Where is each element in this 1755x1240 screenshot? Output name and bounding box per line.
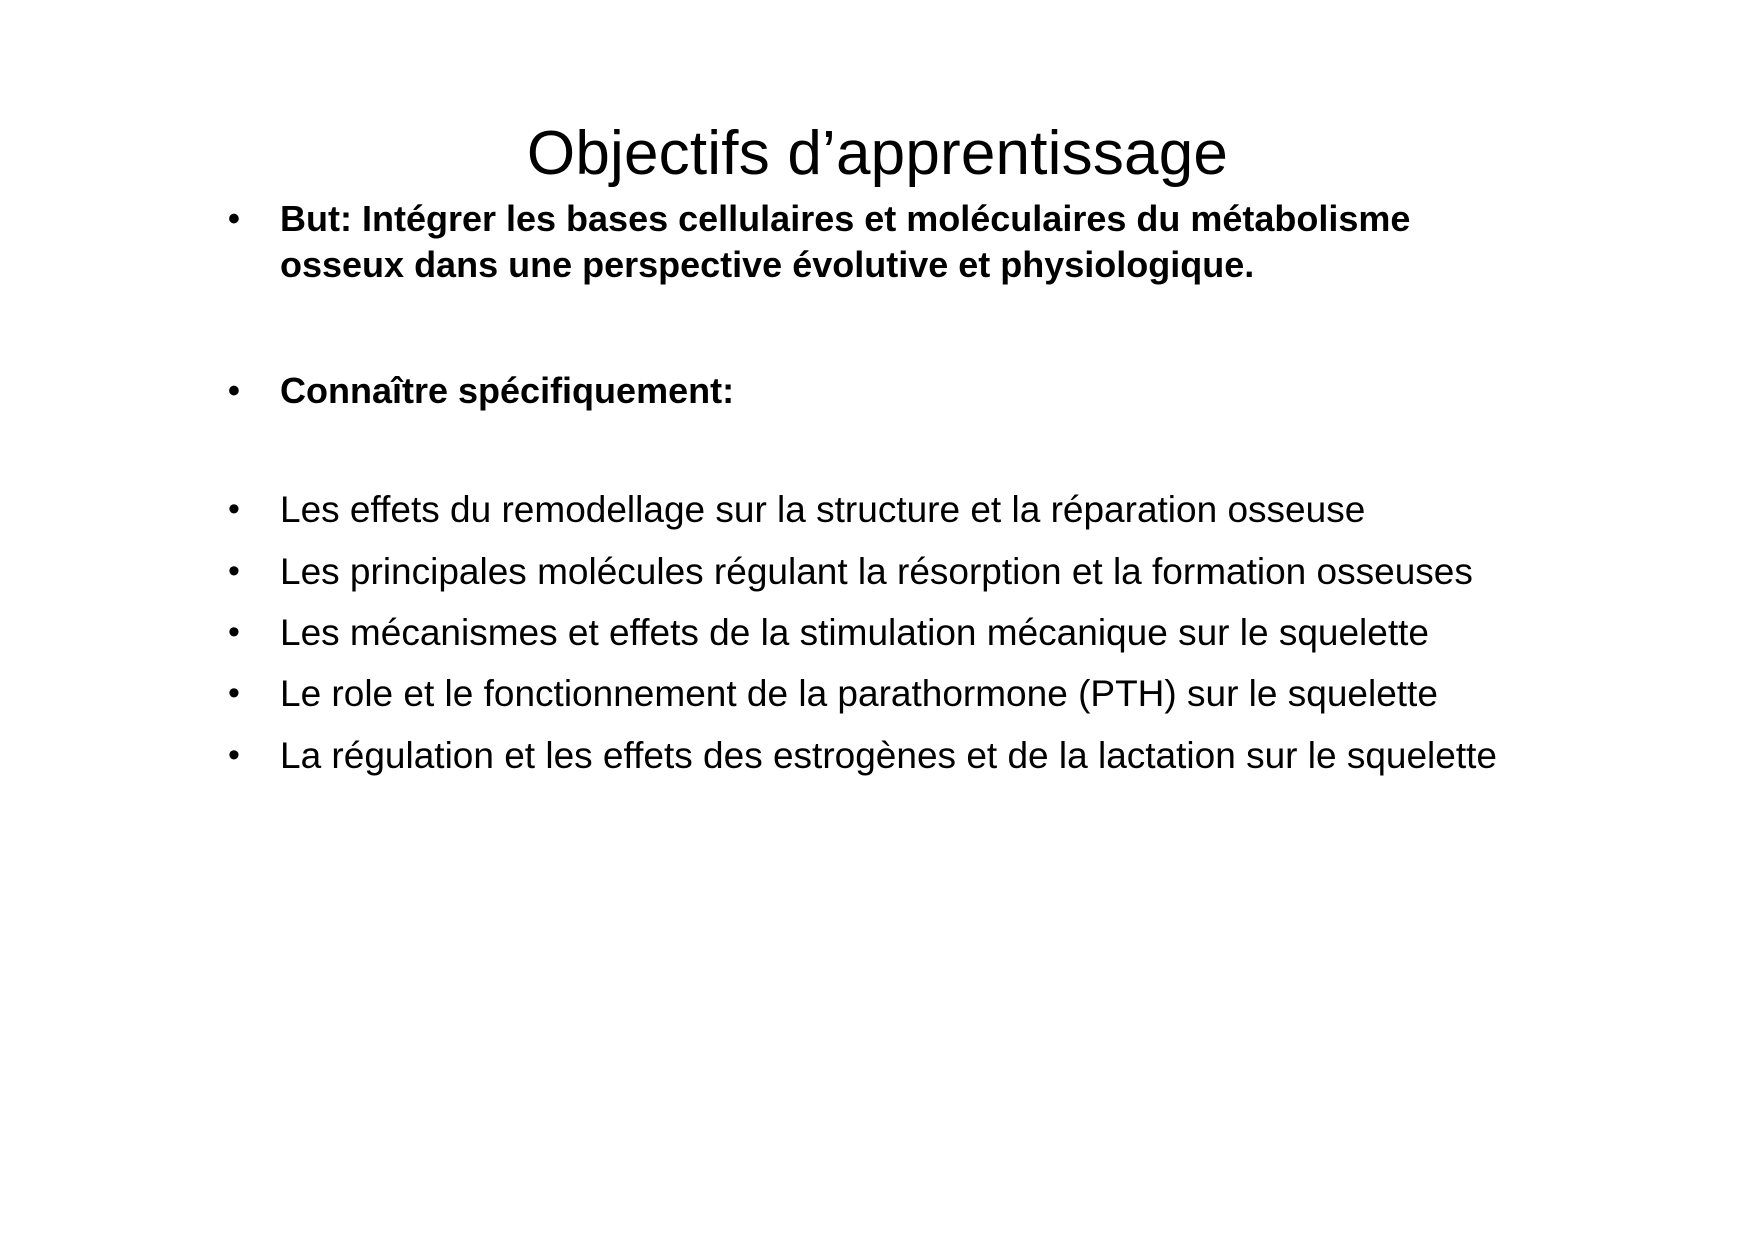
bullet-icon: • — [228, 490, 240, 529]
spacer — [228, 420, 1538, 486]
page-title: Objectifs d’apprentissage — [526, 118, 1229, 188]
spacer — [228, 294, 1538, 368]
list-item-label: Les principales molécules régulant la résorption et la formation osseuses — [280, 550, 1473, 592]
list-item-know-specifically — [228, 368, 1538, 414]
list-item-5 — [228, 732, 1538, 779]
list-item-4 — [228, 670, 1538, 717]
list-item-label: Les effets du remodellage sur la structure et la réparation osseuse — [280, 489, 1366, 531]
bullet-icon: • — [228, 372, 240, 411]
list-item-label: Connaître spécifiquement: — [280, 370, 735, 412]
list-item-label: La régulation et les effets des estrogènes et de la lactation sur le squelette — [280, 734, 1497, 776]
list-item-label: Les mécanismes et effets de la stimulation mécanique sur le squelette — [280, 611, 1429, 653]
list-item-goal — [228, 196, 1538, 288]
bullet-icon: • — [228, 674, 240, 713]
bullet-icon: • — [228, 551, 240, 590]
list-item-label: Le role et le fonctionnement de la parathormone (PTH) sur le squelette — [280, 673, 1438, 715]
list-item-1 — [228, 486, 1538, 533]
list-item-3 — [228, 609, 1538, 656]
bullet-icon: • — [228, 612, 240, 651]
list-item-2 — [228, 548, 1538, 595]
bullet-icon: • — [228, 200, 240, 238]
bullet-icon: • — [228, 735, 240, 774]
list-item-label: But: Intégrer les bases cellulaires et moléculaires du métabolisme osseux dans une perspective évolutive et physiologique. — [280, 198, 1411, 286]
slide-body — [228, 196, 1538, 793]
